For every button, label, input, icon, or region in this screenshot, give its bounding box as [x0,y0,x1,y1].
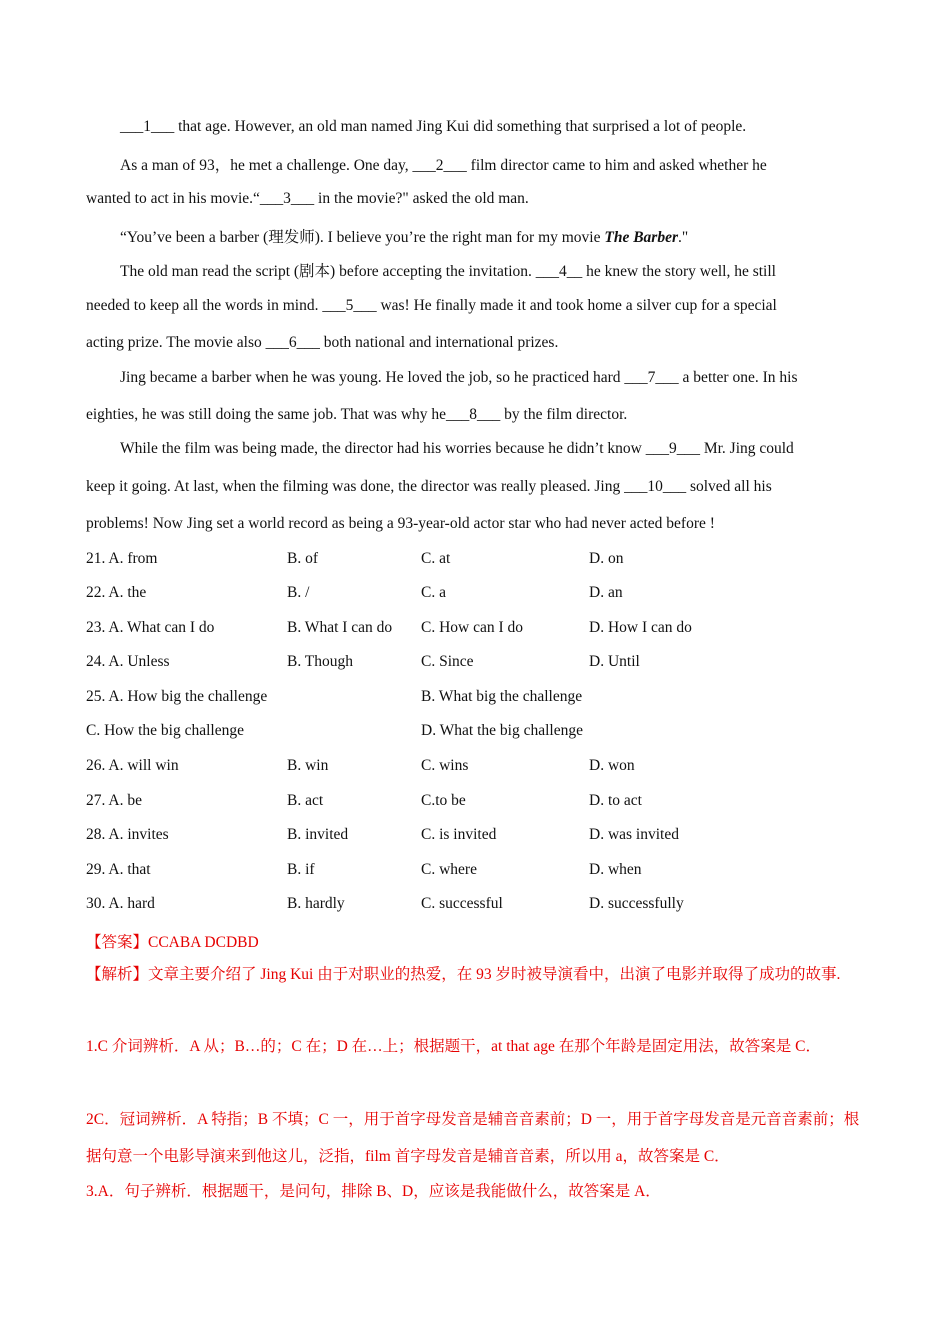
option-a: 22. A. the [86,584,147,601]
option-d: D. to act [589,792,642,809]
passage-text: “You’ve been a barber (理发师). I believe you’re the right man for my movie [120,229,605,246]
answer-key: 【答案】CCABA DCDBD [86,934,259,951]
option-b: B. act [287,792,324,809]
option-b: B. What big the challenge [421,688,583,705]
passage-line: As a man of 93，he met a challenge. One day, ___2___ film director came to him and asked whether he [120,157,767,174]
option-a: 29. A. that [86,861,151,878]
option-c: C. How can I do [421,619,524,636]
option-c: C. is invited [421,826,497,843]
option-a: 30. A. hard [86,895,155,912]
passage-line: The old man read the script (剧本) before accepting the invitation. ___4__ he knew the story well, he still [120,263,776,280]
question-29 [86,861,866,883]
option-d: D. on [589,550,624,567]
option-c: C. Since [421,653,474,670]
passage-line [120,225,688,247]
option-a: 24. A. Unless [86,653,170,670]
option-d: D. when [589,861,642,878]
question-25-cont [86,722,866,744]
question-23 [86,619,866,641]
passage-line: problems! Now Jing set a world record as being a 93-year-old actor star who had never acted before ! [86,515,715,532]
option-a: 23. A. What can I do [86,619,215,636]
option-b: B. What I can do [287,619,393,636]
option-d: D. was invited [589,826,679,843]
question-30 [86,895,866,917]
option-d: D. won [589,757,635,774]
option-d: D. How I can do [589,619,692,636]
option-c: C.to be [421,792,466,809]
passage-text: ." [678,229,689,246]
option-a: 28. A. invites [86,826,169,843]
option-a: 21. A. from [86,550,158,567]
option-d: D. successfully [589,895,684,912]
option-b: B. hardly [287,895,345,912]
option-c: C. successful [421,895,503,912]
option-c: C. at [421,550,451,567]
option-d: D. What the big challenge [421,722,583,739]
option-b: B. invited [287,826,349,843]
option-b: B. if [287,861,315,878]
option-a: 27. A. be [86,792,142,809]
question-21 [86,550,866,572]
passage-line: ___1___ that age. However, an old man named Jing Kui did something that surprised a lot of people. [120,118,747,135]
passage-line: acting prize. The movie also ___6___ both national and international prizes. [86,334,559,351]
question-22 [86,584,866,606]
question-24 [86,653,866,675]
option-c: C. How the big challenge [86,722,244,739]
option-a: 26. A. will win [86,757,179,774]
option-c: C. where [421,861,477,878]
option-c: C. wins [421,757,469,774]
option-a: 25. A. How big the challenge [86,688,268,705]
option-d: D. Until [589,653,640,670]
question-27 [86,792,866,814]
question-28 [86,826,866,848]
analysis-text: 【解析】文章主要介绍了 Jing Kui 由于对职业的热爱，在 93 岁时被导演看中，出演了电影并取得了成功的故事. [86,966,841,983]
explanation-1: 1.C 介词辨析．A 从；B…的；C 在；D 在…上；根据题干，at that age 在那个年龄是固定用法，故答案是 C． [86,1038,821,1055]
option-b: B. of [287,550,318,567]
explanation-3: 3.A．句子辨析．根据题干，是问句，排除 B、D，应该是我能做什么，故答案是 A． [86,1183,661,1200]
option-b: B. Though [287,653,354,670]
passage-line: Jing became a barber when he was young. He loved the job, so he practiced hard ___7___ a better one. In his [120,369,798,386]
question-25 [86,688,866,710]
passage-line: eighties, he was still doing the same job. That was why he___8___ by the film director. [86,406,628,423]
passage-line: keep it going. At last, when the filming was done, the director was really pleased. Jing ___10___ solved all his [86,478,772,495]
passage-line: needed to keep all the words in mind. ___5___ was! He finally made it and took home a silver cup for a special [86,297,777,314]
movie-title: The Barber [604,229,678,246]
question-26 [86,757,866,779]
passage-line: While the film was being made, the director had his worries because he didn’t know ___9___ Mr. Jing could [120,440,794,457]
option-b: B. / [287,584,310,601]
option-c: C. a [421,584,446,601]
passage-line: wanted to act in his movie.“___3___ in the movie?" asked the old man. [86,190,529,207]
explanation-2: 2C．冠词辨析．A 特指；B 不填；C 一，用于首字母发音是辅音音素前；D 一，用于首字母发音是元音音素前；根据句意一个电影导演来到他这儿，泛指，film 首字母发音是辅音音素，所以用 a，故答案是 C． [86,1111,860,1165]
option-b: B. win [287,757,329,774]
option-d: D. an [589,584,623,601]
